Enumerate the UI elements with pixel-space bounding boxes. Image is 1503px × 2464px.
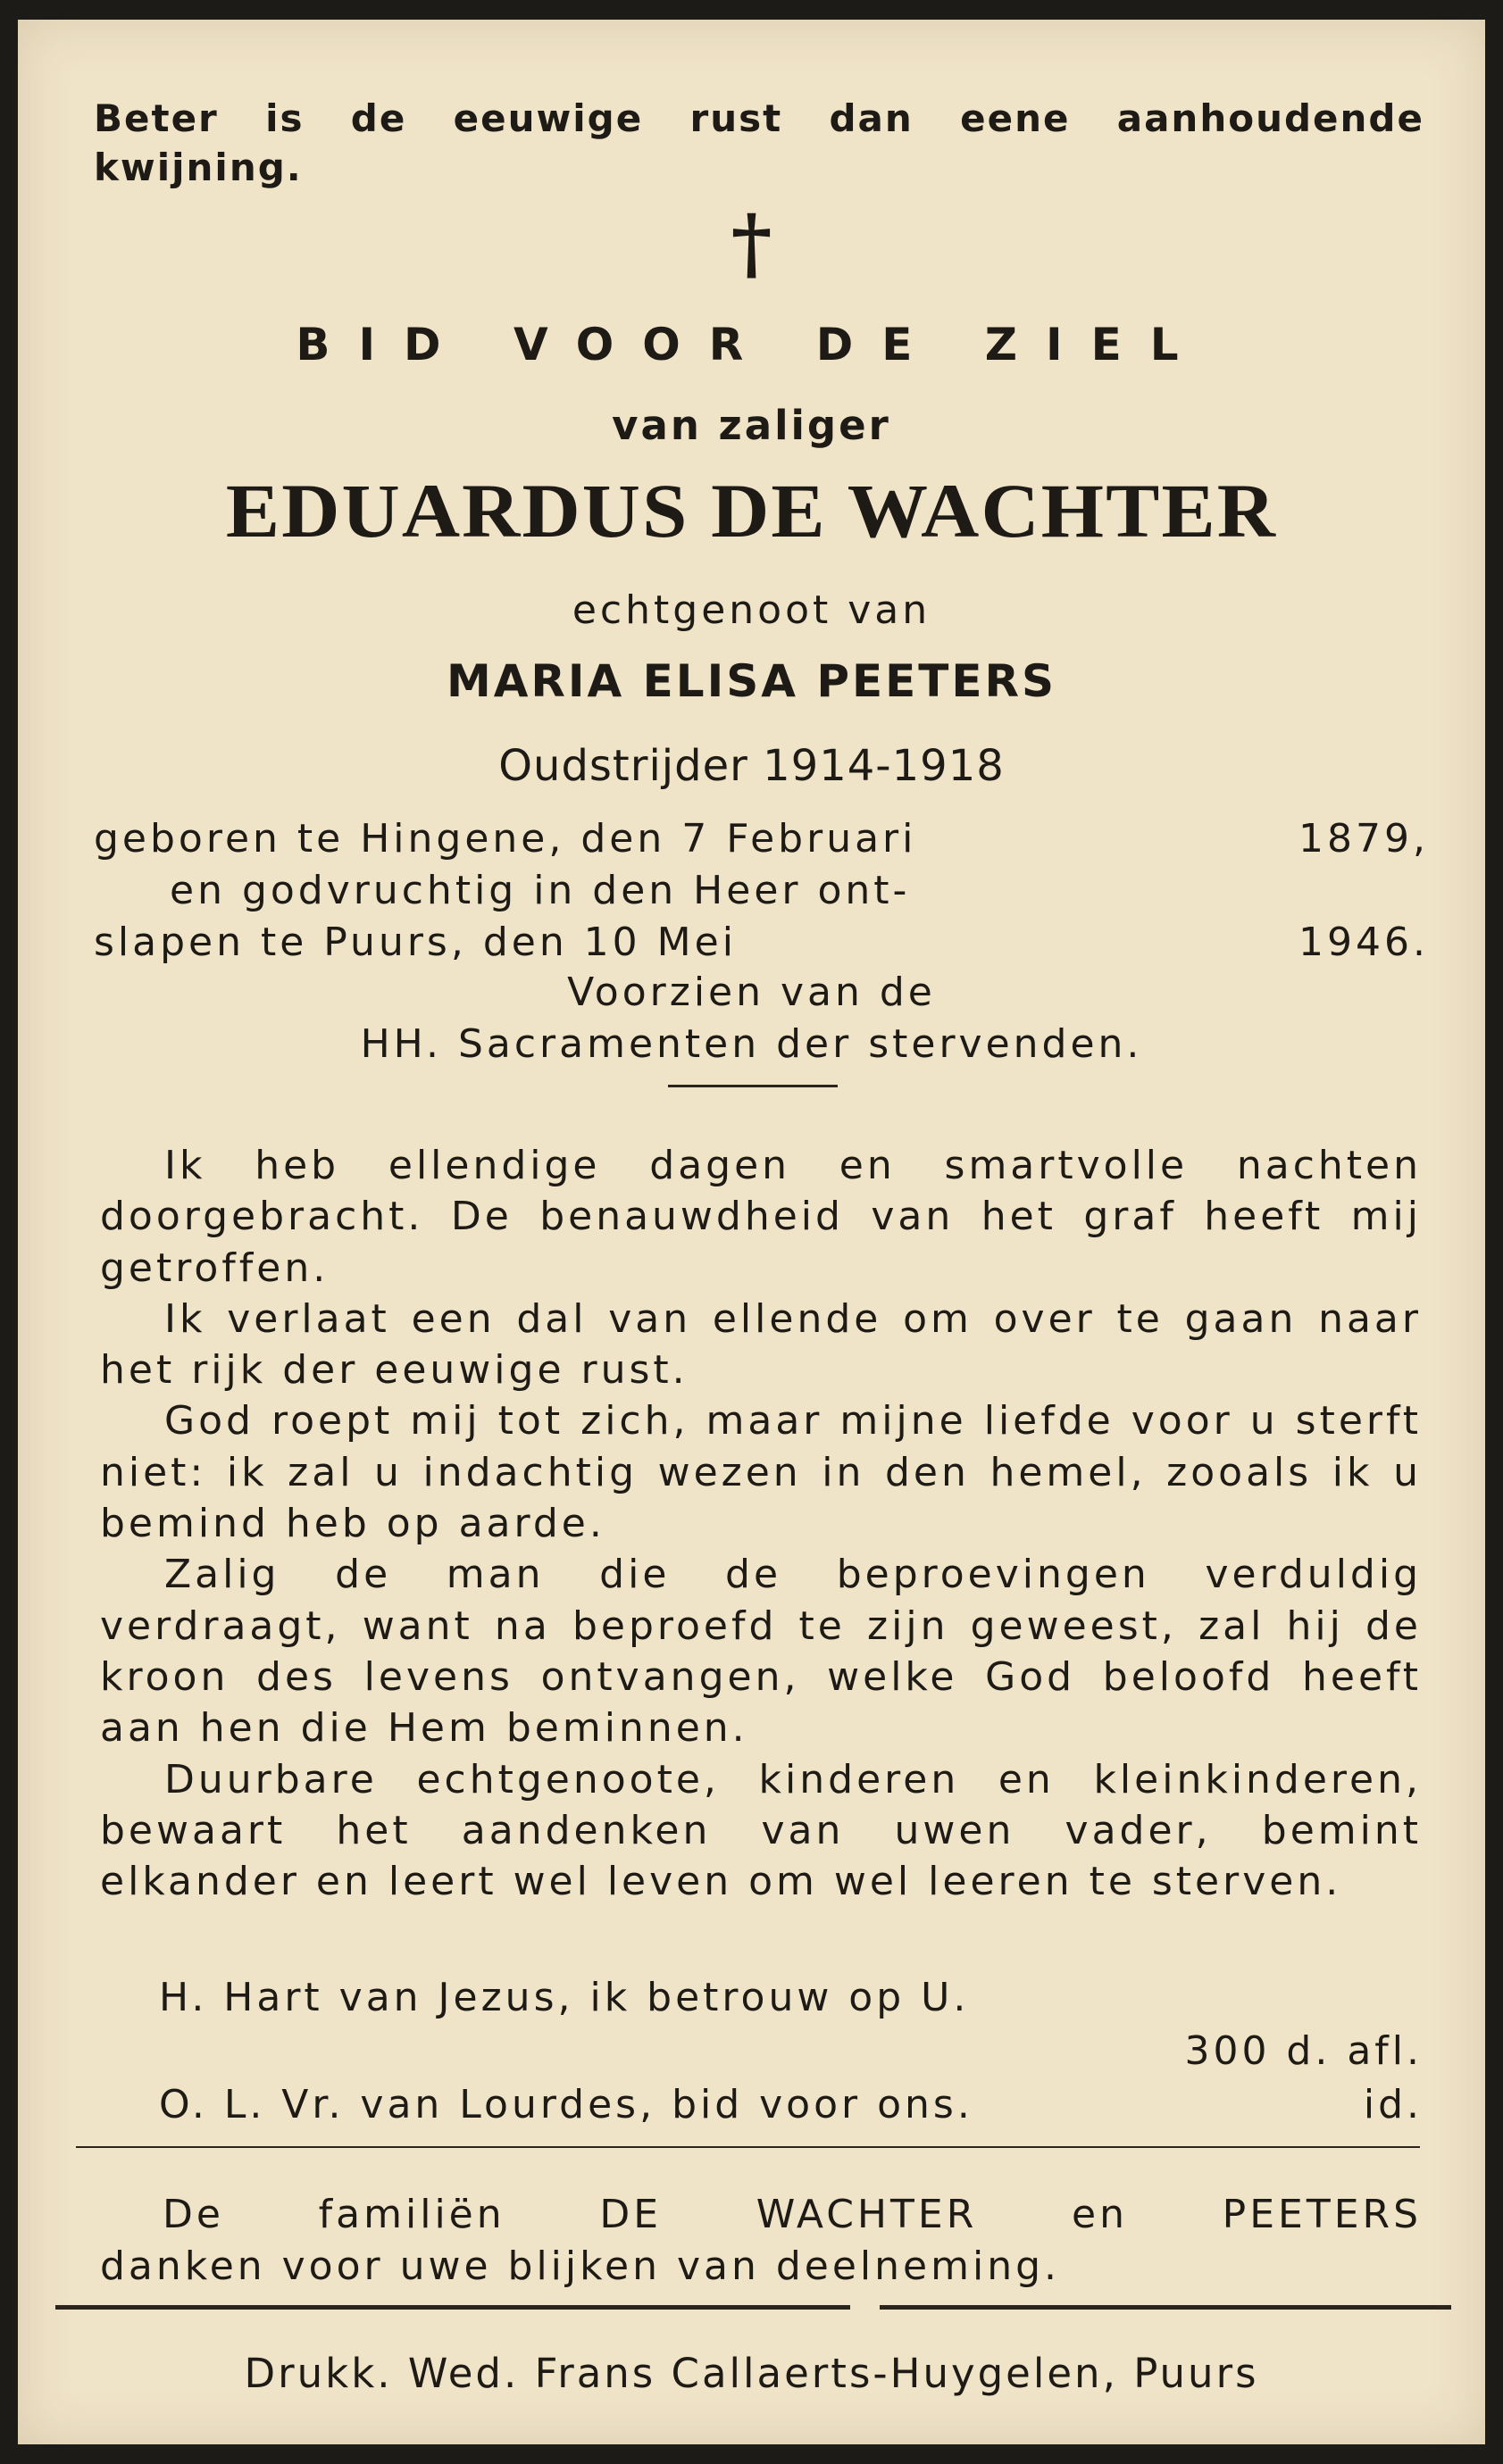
thanks-line-2: danken voor uwe blijken van deelneming. (100, 2243, 1060, 2289)
birth-line (94, 816, 1429, 862)
birth-year: 1879, (1298, 816, 1429, 862)
deceased-name: EDUARDUS DE WACHTER (225, 468, 1278, 554)
motto-text: Beter is de eeuwige rust dan eene aanhoudende kwijning. (94, 96, 1424, 189)
divider-thick-left (55, 2305, 850, 2310)
thanks-line-1: De familiën DE WACHTER en PEETERS (163, 2192, 1422, 2237)
printer-credit: Drukk. Wed. Frans Callaerts-Huygelen, Puurs (244, 2350, 1259, 2397)
body-paragraph: Ik heb ellendige dagen en smartvolle nachten doorgebracht. De benauwdheid van het graf heeft mij getroffen. (100, 1143, 1422, 1291)
prayer-text: O. L. Vr. van Lourdes, bid voor ons. (159, 2082, 973, 2127)
body-text (100, 1140, 1422, 1907)
memorial-card (18, 20, 1485, 2444)
indulgence-text: 300 d. afl. (1184, 2028, 1423, 2074)
death-line-1 (170, 868, 1313, 913)
death-text-1: en godvruchtig in den Heer ont- (170, 868, 911, 913)
body-paragraph: Zalig de man die de beproevingen verduldig verdraagt, want na beproefd te zijn geweest, zal hij de kroon des levens ontvangen, welke God beloofd heeft aan hen die Hem beminnen. (100, 1552, 1422, 1752)
prayer-line (159, 2028, 1423, 2074)
cross-icon: † (731, 196, 772, 289)
divider-short (668, 1085, 838, 1087)
body-paragraph: Ik verlaat een dal van ellende om over te gaan naar het rijk der eeuwige rust. (100, 1295, 1422, 1394)
sacraments-line-1: Voorzien van de (567, 970, 936, 1015)
death-text-2: slapen te Puurs, den 10 Mei (94, 920, 737, 965)
heading: BID VOOR DE ZIEL (296, 319, 1207, 370)
indulgence-text: id. (1363, 2082, 1423, 2127)
prayer-line (159, 1975, 1248, 2020)
subheading: van zaliger (612, 402, 891, 449)
thanks-text (100, 2189, 1422, 2293)
spouse-name: MARIA ELISA PEETERS (446, 655, 1057, 707)
body-paragraph: God roept mij tot zich, maar mijne liefde voor u sterft niet: ik zal u indachtig wezen in den hemel, zooals ik u bemind heb op aarde. (100, 1398, 1422, 1547)
prayer-text: H. Hart van Jezus, ik betrouw op U. (159, 1975, 970, 2020)
body-paragraph: Duurbare echtgenoote, kinderen en kleinkinderen, bewaart het aandenken van uwen vader, bemint elkander en leert wel leven om wel leeren te sterven. (100, 1756, 1422, 1905)
veteran-line: Oudstrijder 1914-1918 (498, 741, 1005, 791)
prayer-line (159, 2082, 1423, 2127)
birth-text: geboren te Hingene, den 7 Februari (94, 816, 917, 862)
death-year: 1946. (1298, 920, 1429, 965)
sacraments-line-2: HH. Sacramenten der stervenden. (360, 1021, 1143, 1067)
spouse-intro: echtgenoot van (572, 587, 931, 633)
divider-dashed (76, 2146, 1420, 2148)
death-line-2 (94, 920, 1429, 965)
divider-thick-right (880, 2305, 1451, 2310)
